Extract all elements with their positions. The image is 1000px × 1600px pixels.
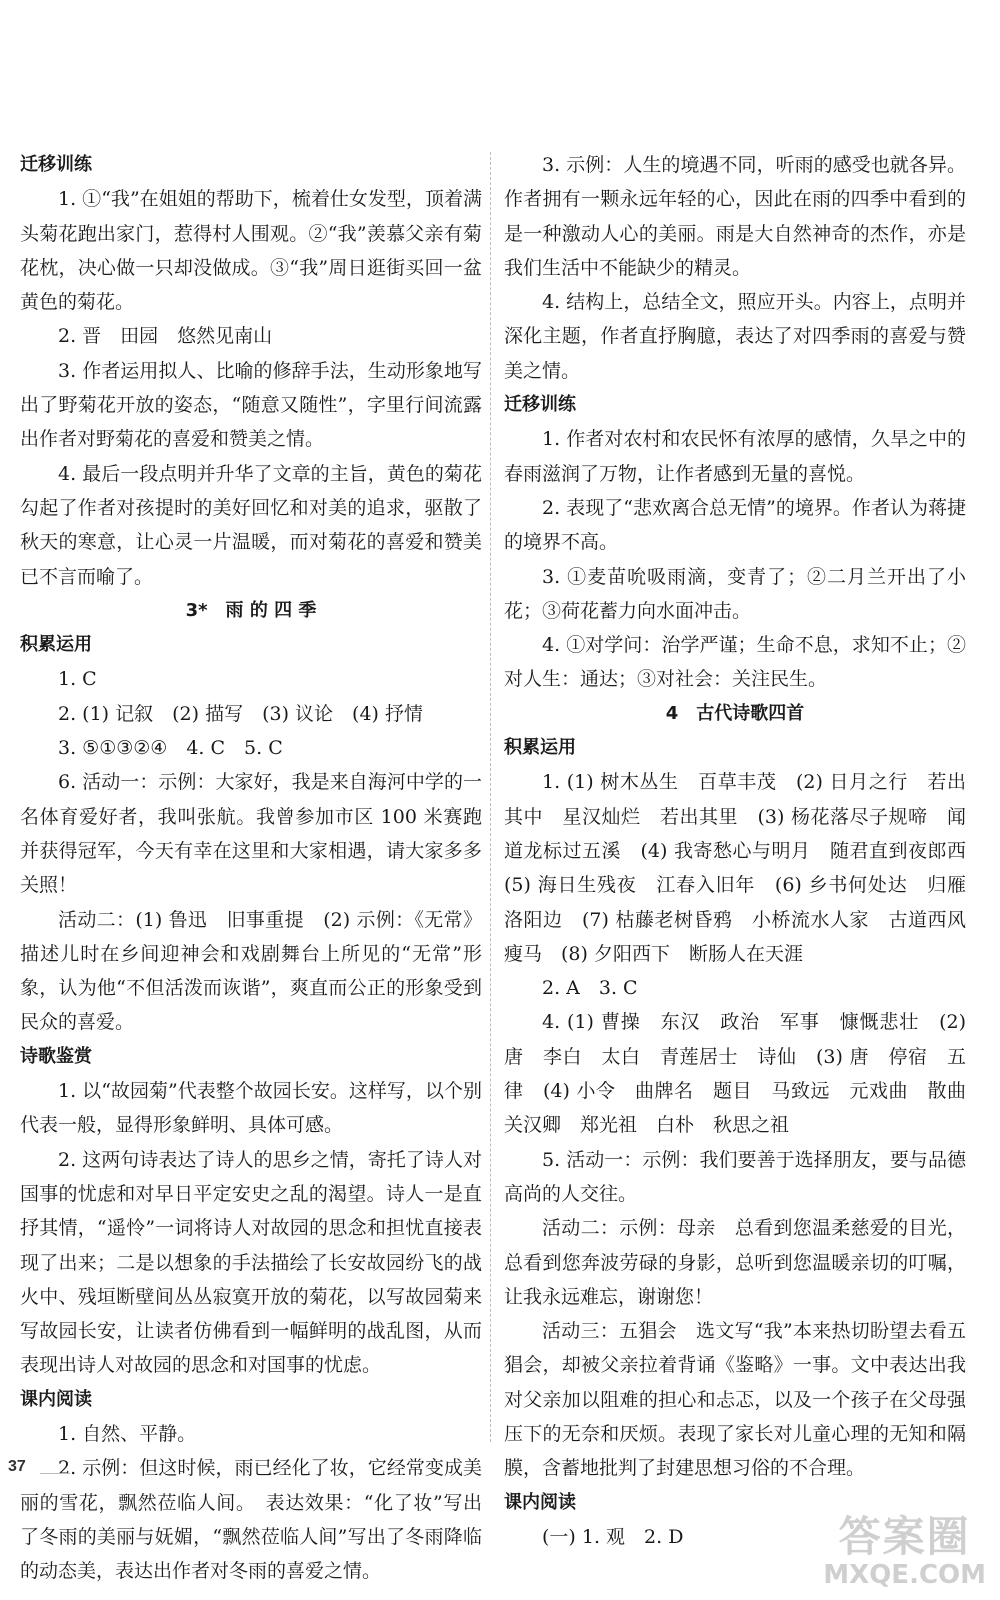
section-heading: 迁移训练 xyxy=(504,394,576,416)
answer-item: 1. 自然、平静。 xyxy=(58,1422,197,1445)
section-heading: 课内阅读 xyxy=(504,1491,576,1513)
answer-item: 1. 作者对农村和农民怀有浓厚的感情，久旱之中的春雨滋润了万物，让作者感到无量的喜悦。 xyxy=(504,428,966,485)
answer-item: 6. 活动一：示例：大家好，我是来自海河中学的一名体育爱好者，我叫张航。我曾参加市区 100 米赛跑并获得冠军，今天有幸在这里和大家相遇，请大家多多关照！ xyxy=(20,771,482,897)
answer-item: 2. 表现了“悲欢离合总无情”的境界。作者认为蒋捷的境界不高。 xyxy=(504,496,966,554)
answer-item: 2. A 3. C xyxy=(542,977,638,1000)
answer-item: 活动二：示例：母亲 总看到您温柔慈爱的目光，总看到您奔波劳碌的身影，总听到您温暖亲切的叮嘱，让我永远难忘，谢谢您！ xyxy=(504,1217,966,1308)
answer-item: 2. 示例：但这时候，雨已经化了妆，它经常变成美丽的雪花，飘然莅临人间。 表达效果：“化了妆”写出了冬雨的美丽与妩媚，“飘然莅临人间”写出了冬雨降临的动态美，表达出作者对冬雨的喜爱之情。 xyxy=(20,1457,482,1583)
answer-item: 3. ⑤①③②④ 4. C 5. C xyxy=(58,737,283,760)
left-column xyxy=(20,148,482,1588)
watermark-main: 答案圈 xyxy=(838,1512,971,1561)
answer-item: 3. 示例：人生的境遇不同，听雨的感受也就各异。作者拥有一颗永远年轻的心，因此在雨的四季中看到的是一种激动人心的美丽。雨是大自然神奇的杰作，亦是我们生活中不能缺少的精灵。 xyxy=(504,154,966,279)
answer-item: 4. ①对学问：治学严谨；生命不息，求知不止；②对人生：通达；③对社会：关注民生。 xyxy=(504,634,966,691)
chapter-title: 4 古代诗歌四首 xyxy=(665,702,805,724)
answer-item: 1. (1) 树木丛生 百草丰茂 (2) 日月之行 若出其中 星汉灿烂 若出其里 (3) 杨花落尽子规啼 闻道龙标过五溪 (4) 我寄愁心与明月 随君直到夜郎西 (5) 海日生残夜 江春入旧年 (6) 乡书何处达 归雁洛阳边 (7) 枯藤老树昏鸦 小桥流水人家 古道西风瘦马 (8) 夕阳西下 断肠人在天涯 xyxy=(504,771,986,965)
right-column xyxy=(504,148,986,1554)
watermark-logo xyxy=(823,1504,986,1590)
answer-item: 1. ①“我”在姐姐的帮助下，梳着仕女发型，顶着满头菊花跑出家门，惹得村人围观。②“我”羡慕父亲有菊花枕，决心做一只却没做成。③“我”周日逛街买回一盆黄色的菊花。 xyxy=(20,188,482,314)
answer-item: 活动三：五猖会 选文写“我”本来热切盼望去看五猖会，却被父亲拉着背诵《鉴略》一事。文中表达出我对父亲加以阻难的担心和忐忑，以及一个孩子在父母强压下的无奈和厌烦。表现了家长对儿童心理的无知和隔膜，含蓄地批判了封建思想习俗的不合理。 xyxy=(504,1320,966,1480)
answer-item: 5. 活动一：示例：我们要善于选择朋友，要与品德高尚的人交往。 xyxy=(504,1148,966,1205)
answer-item: (一) 1. 观 2. D xyxy=(542,1525,684,1548)
answer-item: 3. 作者运用拟人、比喻的修辞手法，生动形象地写出了野菊花开放的姿态，“随意又随性”，字里行间流露出作者对野菊花的喜爱和赞美之情。 xyxy=(20,359,482,451)
answer-item: 活动二：(1) 鲁迅 旧事重提 (2) 示例：《无常》描述儿时在乡间迎神会和戏剧舞台上所见的“无常”形象，认为他“不但活泼而诙谐”，爽直而公正的形象受到民众的喜爱。 xyxy=(20,908,482,1034)
section-heading: 积累运用 xyxy=(504,737,576,759)
page-number: 37 xyxy=(8,1458,26,1475)
column-divider xyxy=(490,152,491,1442)
watermark-url: MXQE.COM xyxy=(823,1560,986,1590)
answer-item: 2. (1) 记叙 (2) 描写 (3) 议论 (4) 抒情 xyxy=(58,702,423,725)
answer-item: 1. 以“故园菊”代表整个故园长安。这样写，以个别代表一般，显得形象鲜明、具体可感。 xyxy=(20,1080,482,1137)
answer-item: 4. 结构上，总结全文，照应开头。内容上，点明并深化主题，作者直抒胸臆，表达了对四季雨的喜爱与赞美之情。 xyxy=(504,291,966,382)
answer-item: 2. 这两句诗表达了诗人的思乡之情，寄托了诗人对国事的忧虑和对早日平定安史之乱的渴望。诗人一是直抒其情，“遥怜”一词将诗人对故园的思念和担忧直接表现了出来；二是以想象的手法描绘了长安故园纷飞的战火中、残垣断壁间丛丛寂寞开放的菊花，以写故园菊来写故园长安，让读者仿佛看到一幅鲜明的战乱图，从而表现出诗人对故园的思念和对国事的忧虑。 xyxy=(20,1148,482,1377)
answer-item: 1. C xyxy=(58,668,97,691)
section-heading: 诗歌鉴赏 xyxy=(20,1045,92,1067)
footer-rule xyxy=(40,1473,70,1474)
section-heading: 课内阅读 xyxy=(20,1388,92,1410)
section-heading: 积累运用 xyxy=(20,634,92,656)
chapter-title: 3* 雨 的 四 季 xyxy=(185,599,317,621)
answer-item: 4. 最后一段点明并升华了文章的主旨，黄色的菊花勾起了作者对孩提时的美好回忆和对美的追求，驱散了秋天的寒意，让心灵一片温暖，而对菊花的喜爱和赞美已不言而喻了。 xyxy=(20,462,482,588)
section-heading: 迁移训练 xyxy=(20,154,92,175)
answer-item: 4. (1) 曹操 东汉 政治 军事 慷慨悲壮 (2) 唐 李白 太白 青莲居士 诗仙 (3) 唐 停宿 五 律 (4) 小令 曲牌名 题目 马致远 元戏曲 散曲 关汉卿 郑光祖 白朴 秋思之祖 xyxy=(504,1011,986,1137)
answer-item: 2. 晋 田园 悠然见南山 xyxy=(58,325,273,348)
answer-item: 3. ①麦苗吮吸雨滴，变青了；②二月兰开出了小花；③荷花蓄力向水面冲击。 xyxy=(504,565,966,622)
